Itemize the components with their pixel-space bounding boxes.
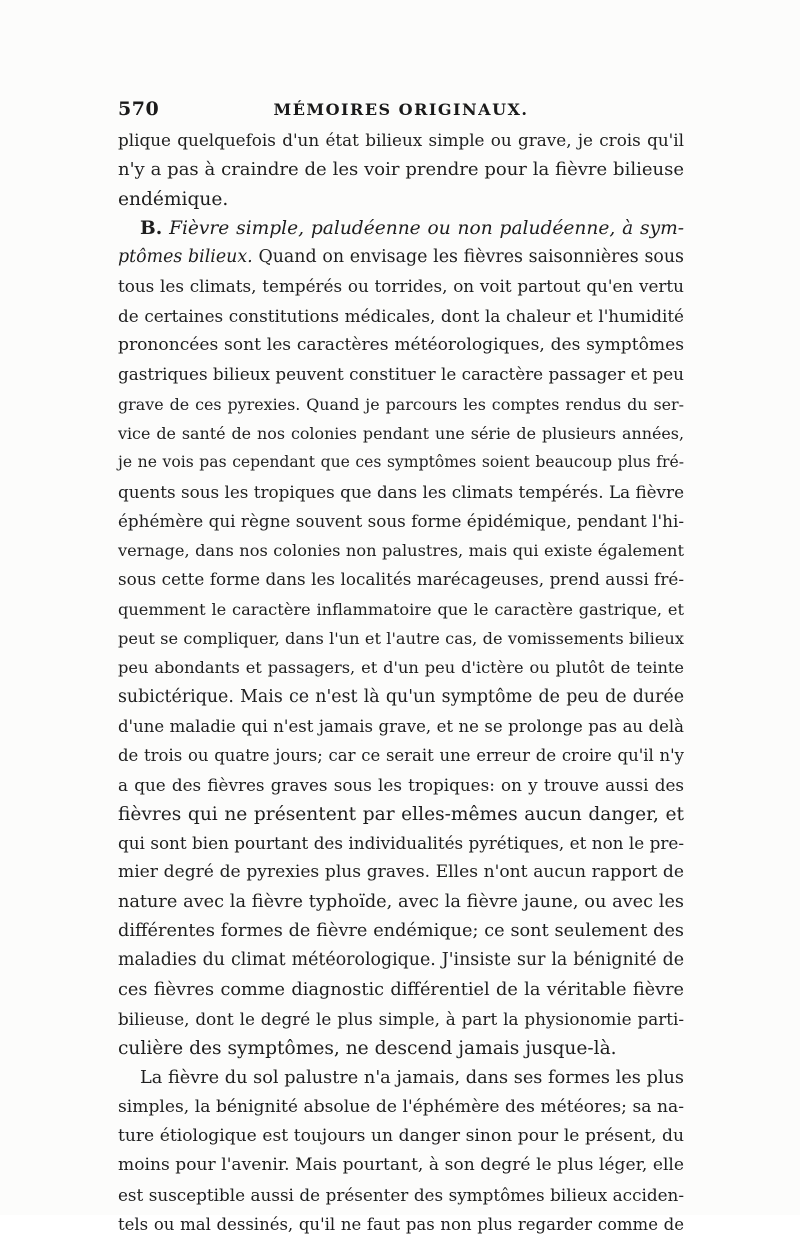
- text-line: vice de santé de nos colonies pendant une série de plusieurs années,: [118, 423, 684, 443]
- text-line: subictérique. Mais ce n'est là qu'un symptôme de peu de durée: [118, 686, 684, 707]
- text-line: ces fièvres comme diagnostic différentiel de la véritable fièvre: [118, 979, 684, 1000]
- text-line: sous cette forme dans les localités marécageuses, prend aussi fré-: [118, 569, 684, 590]
- section-heading-line: [118, 243, 684, 272]
- section-heading-line: [118, 214, 684, 243]
- running-title: MÉMOIRES ORIGINAUX.: [273, 100, 529, 119]
- text-line: n'y a pas à craindre de les voir prendre pour la fièvre bilieuse: [118, 159, 684, 181]
- section-title: Fièvre simple, paludéenne ou non paludéenne, à sym-: [169, 217, 684, 239]
- section-text: Quand on envisage les fièvres saisonnières sous: [252, 247, 684, 268]
- text-line: est susceptible aussi de présenter des symptômes bilieux acciden-: [118, 1184, 684, 1205]
- text-line: bilieuse, dont le degré le plus simple, à part la physionomie parti-: [118, 1008, 684, 1029]
- text-line: quemment le caractère inflammatoire que le caractère gastrique, et: [118, 599, 684, 619]
- text-line: de certaines constitutions médicales, dont la chaleur et l'humidité: [118, 305, 684, 326]
- text-line: plique quelquefois d'un état bilieux simple ou grave, je crois qu'il: [118, 130, 684, 150]
- text-line: gastriques bilieux peuvent constituer le caractère passager et peu: [118, 364, 684, 385]
- text-line: je ne vois pas cependant que ces symptômes soient beaucoup plus fré-: [118, 453, 684, 472]
- text-line: différentes formes de fièvre endémique; ce sont seulement des: [118, 921, 684, 942]
- text-line: simples, la bénignité absolue de l'éphémère des météores; sa na-: [118, 1096, 684, 1117]
- text-line: culière des symptômes, ne descend jamais jusque-là.: [118, 1038, 617, 1060]
- text-line: tous les climats, tempérés ou torrides, on voit partout qu'en vertu: [118, 276, 684, 297]
- text-line: prononcées sont les caractères météorologiques, des symptômes: [118, 335, 684, 356]
- text-line: grave de ces pyrexies. Quand je parcours les comptes rendus du ser-: [118, 394, 684, 414]
- page-header: [118, 96, 684, 124]
- text-line: peu abondants et passagers, et d'un peu d'ictère ou plutôt de teinte: [118, 658, 684, 678]
- text-line: endémique.: [118, 188, 229, 210]
- text-line: La fièvre du sol palustre n'a jamais, dans ses formes les plus: [140, 1067, 684, 1088]
- text-line: a que des fièvres graves sous les tropiques: on y trouve aussi des: [118, 774, 684, 795]
- text-line: éphémère qui règne souvent sous forme épidémique, pendant l'hi-: [118, 510, 684, 531]
- text-line: moins pour l'avenir. Mais pourtant, à son degré le plus léger, elle: [118, 1155, 684, 1176]
- text-line: d'une maladie qui n'est jamais grave, et ne se prolonge pas au delà: [118, 716, 684, 736]
- page-number: 570: [118, 98, 160, 120]
- text-line: qui sont bien pourtant des individualités pyrétiques, et non le pre-: [118, 833, 684, 854]
- section-letter: B.: [140, 217, 163, 239]
- text-line: ture étiologique est toujours un danger sinon pour le présent, du: [118, 1126, 684, 1147]
- text-line: vernage, dans nos colonies non palustres, mais qui existe également: [118, 541, 684, 561]
- text-line: quents sous les tropiques que dans les climats tempérés. La fièvre: [118, 481, 684, 502]
- text-line: maladies du climat météorologique. J'insiste sur la bénignité de: [118, 950, 684, 971]
- body-text: [118, 126, 684, 1239]
- text-line: mier degré de pyrexies plus graves. Elles n'ont aucun rapport de: [118, 862, 684, 883]
- text-line: tels ou mal dessinés, qu'il ne faut pas non plus regarder comme de: [118, 1214, 684, 1234]
- text-line: peut se compliquer, dans l'un et l'autre cas, de vomissements bilieux: [118, 629, 684, 649]
- section-title-cont: ptômes bilieux.: [118, 247, 253, 268]
- text-line: fièvres qui ne présentent par elles-mêmes aucun danger, et: [118, 803, 684, 825]
- text-line: nature avec la fièvre typhoïde, avec la fièvre jaune, ou avec les: [118, 891, 684, 912]
- text-line: de trois ou quatre jours; car ce serait une erreur de croire qu'il n'y: [118, 746, 684, 766]
